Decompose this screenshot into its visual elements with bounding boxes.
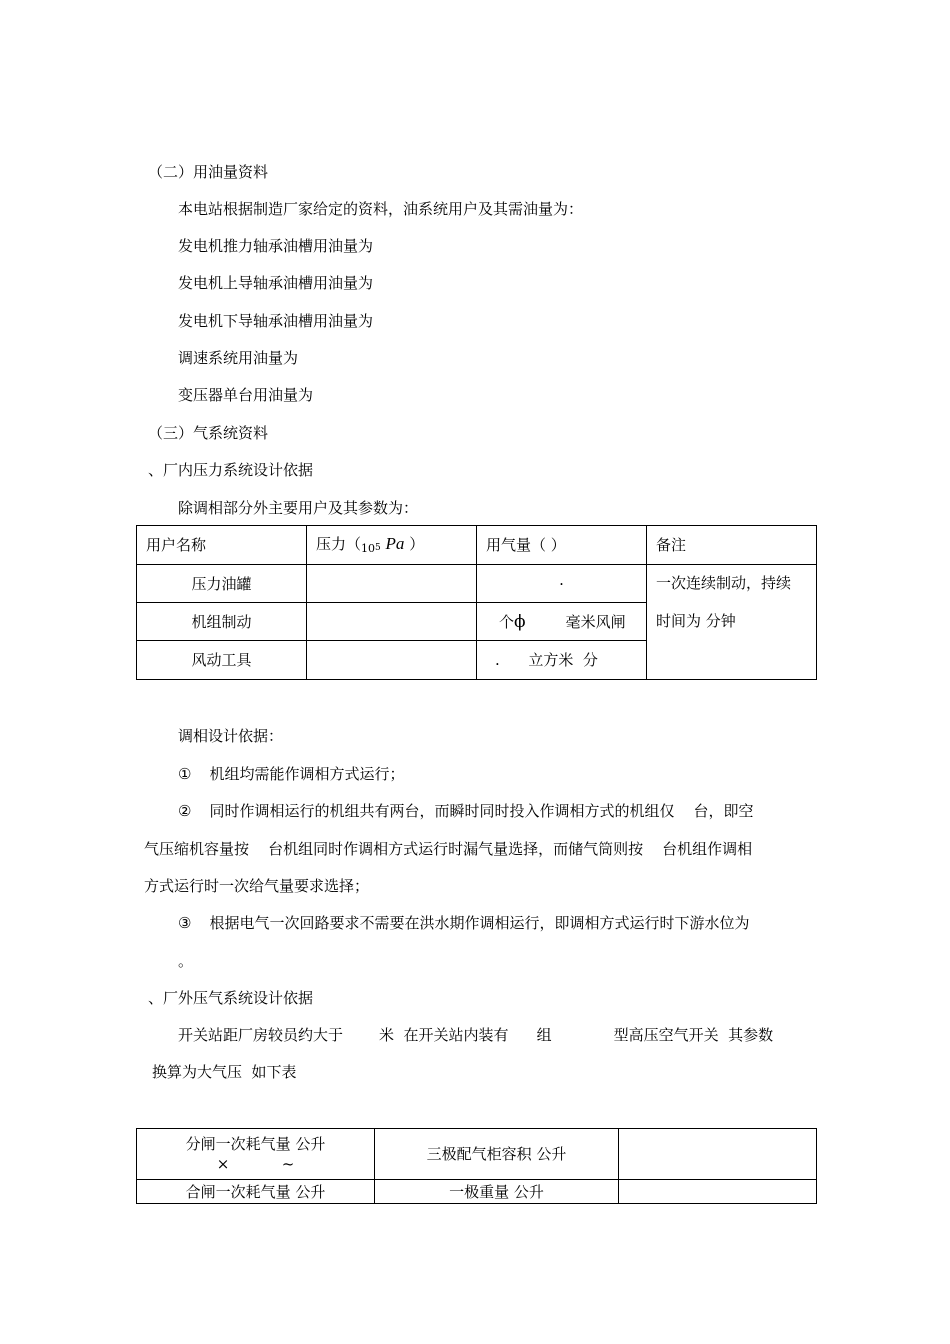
row-name-unit-braking: 机组制动 (137, 603, 307, 641)
header-air-consumption: 用气量（ ） (477, 526, 647, 565)
outdoor-line-1-a: 开关站距厂房较员约大于 (178, 1026, 344, 1044)
header-pressure-suffix: ） (409, 534, 425, 553)
outdoor-line-1-c: 组 (536, 1026, 552, 1044)
header-user-name: 用户名称 (137, 526, 307, 565)
item-text-1: 机组均需能作调相方式运行； (209, 765, 405, 783)
cell-empty-1 (619, 1129, 817, 1180)
outdoor-line-1 (178, 1025, 773, 1045)
cell-single-pole-weight: 一极重量 公升 (375, 1180, 619, 1204)
header-pressure-unit: Pa (385, 533, 405, 553)
item-marker-1: ① (178, 765, 192, 783)
row-pressure-oil-tank (307, 565, 477, 603)
item-marker-2: ② (178, 802, 192, 820)
oil-item-upper-guide-bearing: 发电机上导轴承油槽用油量为 (178, 274, 374, 292)
breaker-params-table (136, 1128, 817, 1204)
air-users-table (136, 525, 817, 680)
phase-item-3-line-1 (178, 913, 749, 933)
braking-count-unit: 个 (499, 612, 515, 631)
item-text-2a: 同时作调相运行的机组共有两台，而瞬时同时投入作调相方式的机组仅 台，即空 (209, 802, 754, 820)
outdoor-heading: 、厂外压气系统设计依据 (148, 989, 314, 1007)
table-header-row (137, 526, 817, 565)
oil-item-transformer: 变压器单台用油量为 (178, 386, 314, 404)
indoor-pressure-heading: 、厂内压力系统设计依据 (148, 461, 314, 479)
row-air-oil-tank: · (477, 565, 647, 603)
brake-size-unit: 毫米风闸 (565, 612, 626, 631)
phase-item-2-line-1 (178, 801, 754, 821)
oil-item-governor-system: 调速系统用油量为 (178, 349, 299, 367)
oil-section-heading: （二）用油量资料 (148, 163, 269, 181)
phase-item-1 (178, 764, 404, 784)
indoor-pressure-intro: 除调相部分外主要用户及其参数为： (178, 499, 419, 517)
row-name-pneumatic-tools: 风动工具 (137, 641, 307, 680)
table-row (137, 1180, 817, 1204)
header-pressure-exponent: 5 (375, 542, 381, 553)
table-row (137, 565, 817, 603)
row-name-oil-tank: 压力油罐 (137, 565, 307, 603)
note-line-2: 时间为 分钟 (656, 612, 736, 630)
diameter-symbol: ϕ (514, 611, 526, 632)
header-pressure (307, 526, 477, 565)
outdoor-line-2: 换算为大气压 如下表 (152, 1063, 297, 1081)
phase-item-2-line-2: 气压缩机容量按 台机组同时作调相方式运行时漏气量选择，而储气筒则按 台机组作调相 (144, 840, 753, 858)
air-section-heading: （三）气系统资料 (148, 424, 269, 442)
outdoor-line-1-d: 型高压空气开关 其参数 (613, 1026, 774, 1044)
row-pressure-pneumatic-tools (307, 641, 477, 680)
header-pressure-prefix: 压力（ (316, 534, 362, 553)
row-air-unit-braking (477, 603, 647, 641)
item-text-3a: 根据电气一次回路要求不需要在洪水期作调相运行，即调相方式运行时下游水位为 (209, 914, 750, 932)
cell-close-consumption: 合闸一次耗气量 公升 (137, 1180, 375, 1204)
cell-three-pole-volume: 三极配气柜容积 公升 (375, 1129, 619, 1180)
open-consumption-label: 分闸一次耗气量 公升 (185, 1135, 326, 1153)
oil-item-lower-guide-bearing: 发电机下导轴承油槽用油量为 (178, 312, 374, 330)
header-pressure-base: 10 (361, 541, 376, 555)
phase-heading: 调相设计依据： (178, 727, 284, 745)
oil-item-thrust-bearing: 发电机推力轴承油槽用油量为 (178, 237, 374, 255)
cell-empty-2 (619, 1180, 817, 1204)
item-marker-3: ③ (178, 914, 192, 932)
table-row (137, 1129, 817, 1180)
open-consumption-value: × ~ (216, 1155, 295, 1173)
row-note-merged (647, 565, 817, 680)
outdoor-line-1-b: 米 在开关站内装有 (379, 1026, 509, 1044)
row-pressure-unit-braking (307, 603, 477, 641)
phase-item-3-line-2: 。 (178, 952, 194, 970)
row-air-pneumatic-tools: . 立方米 分 (477, 641, 647, 680)
header-note: 备注 (647, 526, 817, 565)
oil-intro: 本电站根据制造厂家给定的资料，油系统用户及其需油量为： (178, 200, 584, 218)
phase-item-2-line-3: 方式运行时一次给气量要求选择； (144, 877, 370, 895)
cell-open-consumption (137, 1129, 375, 1180)
note-line-1: 一次连续制动，持续 (656, 574, 792, 592)
